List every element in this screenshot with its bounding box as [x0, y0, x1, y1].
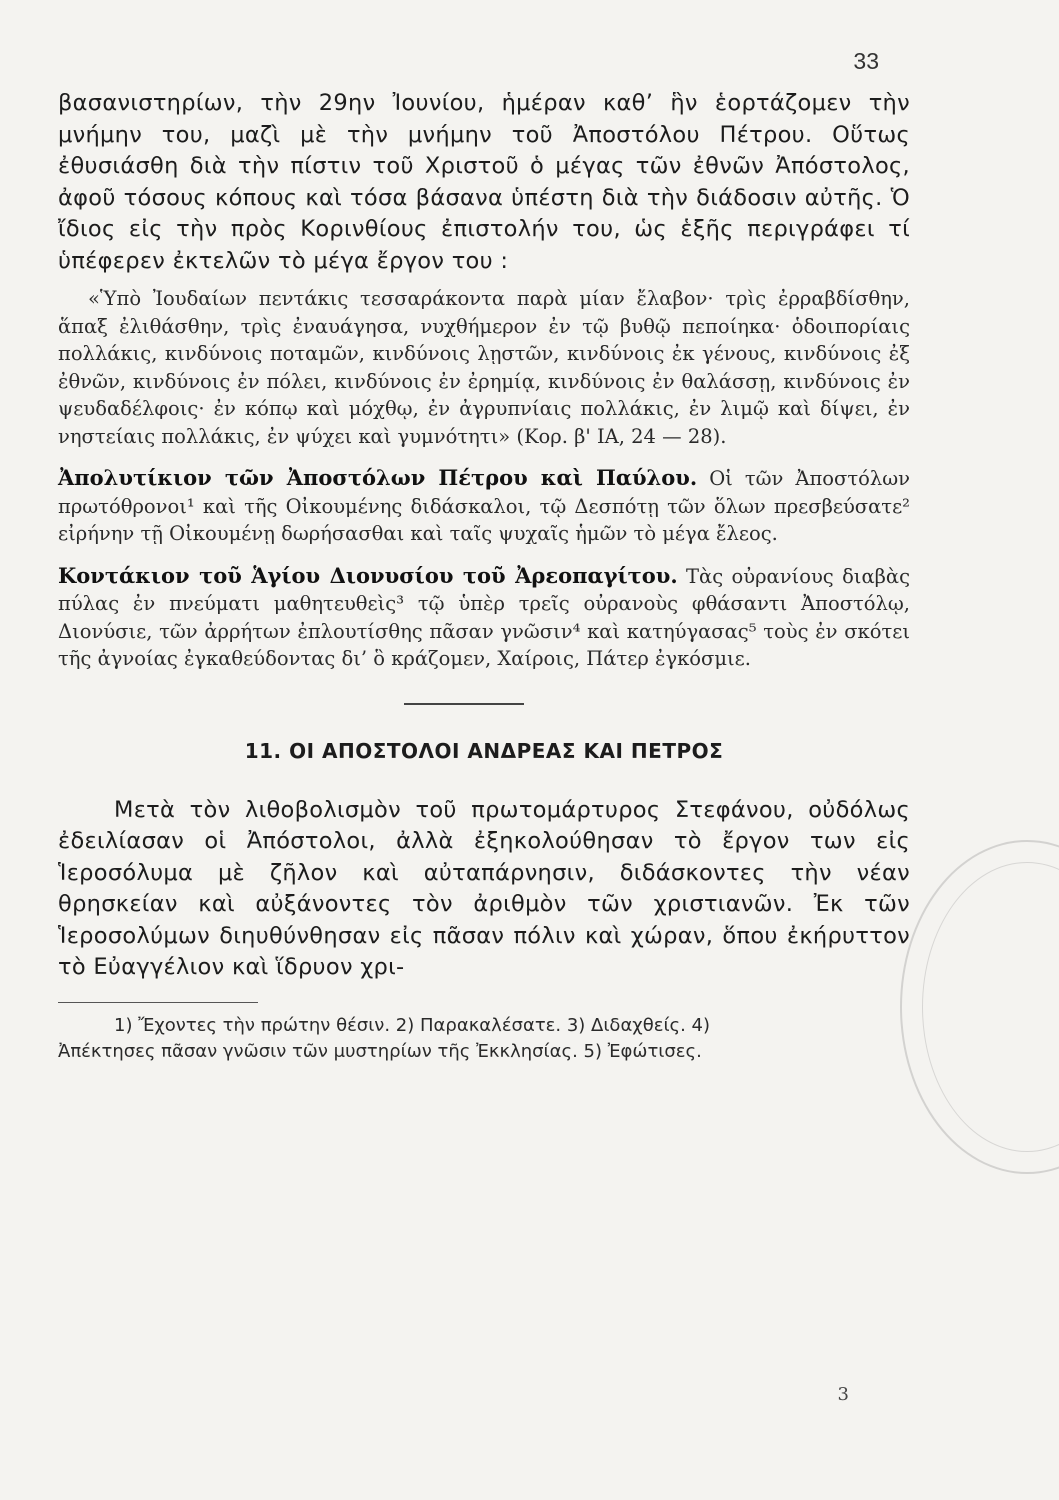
apolytikion-text: Οἱ τῶν Ἀποστόλων πρωτόθρονοι¹ καὶ τῆς Οἰκουμένης διδάσκαλοι, τῷ Δεσπότῃ τῶν ὅλων πρεσβεύσατε² εἰρήνην τῇ Οἰκουμένῃ δωρήσασθαι καὶ ταῖς ψυχαῖς ἡμῶν τὸ μέγα ἔλεος. [58, 467, 910, 545]
signature-mark: 3 [837, 1384, 849, 1405]
library-stamp [900, 840, 1059, 1174]
scripture-quote: «Ὑπὸ Ἰουδαίων πεντάκις τεσσαράκοντα παρὰ μίαν ἔλαβον· τρὶς ἐρραβδίσθην, ἅπαξ ἐλιθάσθην, τρὶς ἐναυάγησα, νυχθήμερον ἐν τῷ βυθῷ πεποίηκα· ὁδοιπορίαις πολλάκις, κινδύνοις ποταμῶν, κινδύνοις λῃστῶν, κινδύνοις ἐκ γένους, κινδύνοις ἐξ ἐθνῶν, κινδύνοις ἐν πόλει, κινδύνοις ἐν ἐρημίᾳ, κινδύνοις ἐν θαλάσσῃ, κινδύνοις ἐν ψευδαδέλφοις· ἐν κόπῳ καὶ μόχθῳ, ἐν ἀγρυπνίαις πολλάκις, ἐν λιμῷ καὶ δίψει, ἐν νηστείαις πολλάκις, ἐν ψύχει καὶ γυμνότητι» (Κορ. β' ΙΑ, 24 — 28). [58, 287, 910, 448]
section-divider [404, 703, 524, 705]
section-heading: 11. ΟΙ ΑΠΟΣΤΟΛΟΙ ΑΝΔΡΕΑΣ ΚΑΙ ΠΕΤΡΟΣ [244, 738, 724, 763]
kontakion-title: Κοντάκιον τοῦ Ἁγίου Διονυσίου τοῦ Ἀρεοπαγίτου. [58, 562, 678, 588]
page-number: 33 [853, 48, 879, 74]
paragraph-intro: βασανιστηρίων, τὴν 29ην Ἰουνίου, ἡμέραν καθ’ ἣν ἑορτάζομεν τὴν μνήμην του, μαζὶ μὲ τὴν μνήμην τοῦ Ἀποστόλου Πέτρου. Οὕτως ἐθυσιάσθη διὰ τὴν πίστιν τοῦ Χριστοῦ ὁ μέγας τῶν ἐθνῶν Ἀπόστολος, ἀφοῦ τόσους κόπους καὶ τόσα βάσανα ὑπέστη διὰ τὴν διάδοσιν αὐτῆς. Ὁ ἴδιος εἰς τὴν πρὸς Κορινθίους ἐπιστολήν του, ὡς ἑξῆς περιγράφει τί ὑπέφερεν ἐκτελῶν τὸ μέγα ἔργον του : [58, 90, 910, 274]
apolytikion-title: Ἀπολυτίκιον τῶν Ἀποστόλων Πέτρου καὶ Παύλου. [58, 465, 698, 490]
kontakion-text: Τὰς οὐρανίους διαβὰς πύλας ἐν πνεύματι μαθητευθεὶς³ τῷ ὑπὲρ τρεῖς οὐρανοὺς φθάσαντι Ἀποστόλῳ, Διονύσιε, τῶν ἀρρήτων ἐπλουτίσθης πᾶσαν γνῶσιν⁴ καὶ κατηύγασας⁵ τοὺς ἐν σκότει τῆς ἀγνοίας ἐγκαθεύδοντας δι’ ὃ κράζομεν, Χαίροις, Πάτερ ἐγκόσμιε. [58, 564, 910, 670]
kontakion-paragraph [58, 562, 910, 673]
section-body: Μετὰ τὸν λιθοβολισμὸν τοῦ πρωτομάρτυρος Στεφάνου, οὐδόλως ἐδειλίασαν οἱ Ἀπόστολοι, ἀλλὰ ἐξηκολούθησαν τὸ ἔργον των εἰς Ἱεροσόλυμα μὲ ζῆλον καὶ αὐταπάρνησιν, διδάσκοντες τὴν νέαν θρησκείαν καὶ αὐξάνοντες τὸν ἀριθμὸν τῶν χριστιανῶν. Ἐκ τῶν Ἱεροσολύμων διηυθύνθησαν εἰς πᾶσαν πόλιν καὶ χώραν, ὅπου ἐκήρυττον τὸ Εὐαγγέλιον καὶ ἵδρυον χρι- [58, 796, 910, 980]
footnote-rule [58, 1002, 258, 1003]
footnote-line-1: 1) Ἔχοντες τὴν πρώτην θέσιν. 2) Παρακαλέσατε. 3) Διδαχθείς. 4) [114, 1014, 711, 1036]
page-content [58, 88, 910, 1065]
footnote-line-2: Ἀπέκτησες πᾶσαν γνῶσιν τῶν μυστηρίων τῆς Ἐκκλησίας. 5) Ἐφώτισες. [58, 1040, 702, 1062]
apolytikion-paragraph [58, 464, 910, 548]
